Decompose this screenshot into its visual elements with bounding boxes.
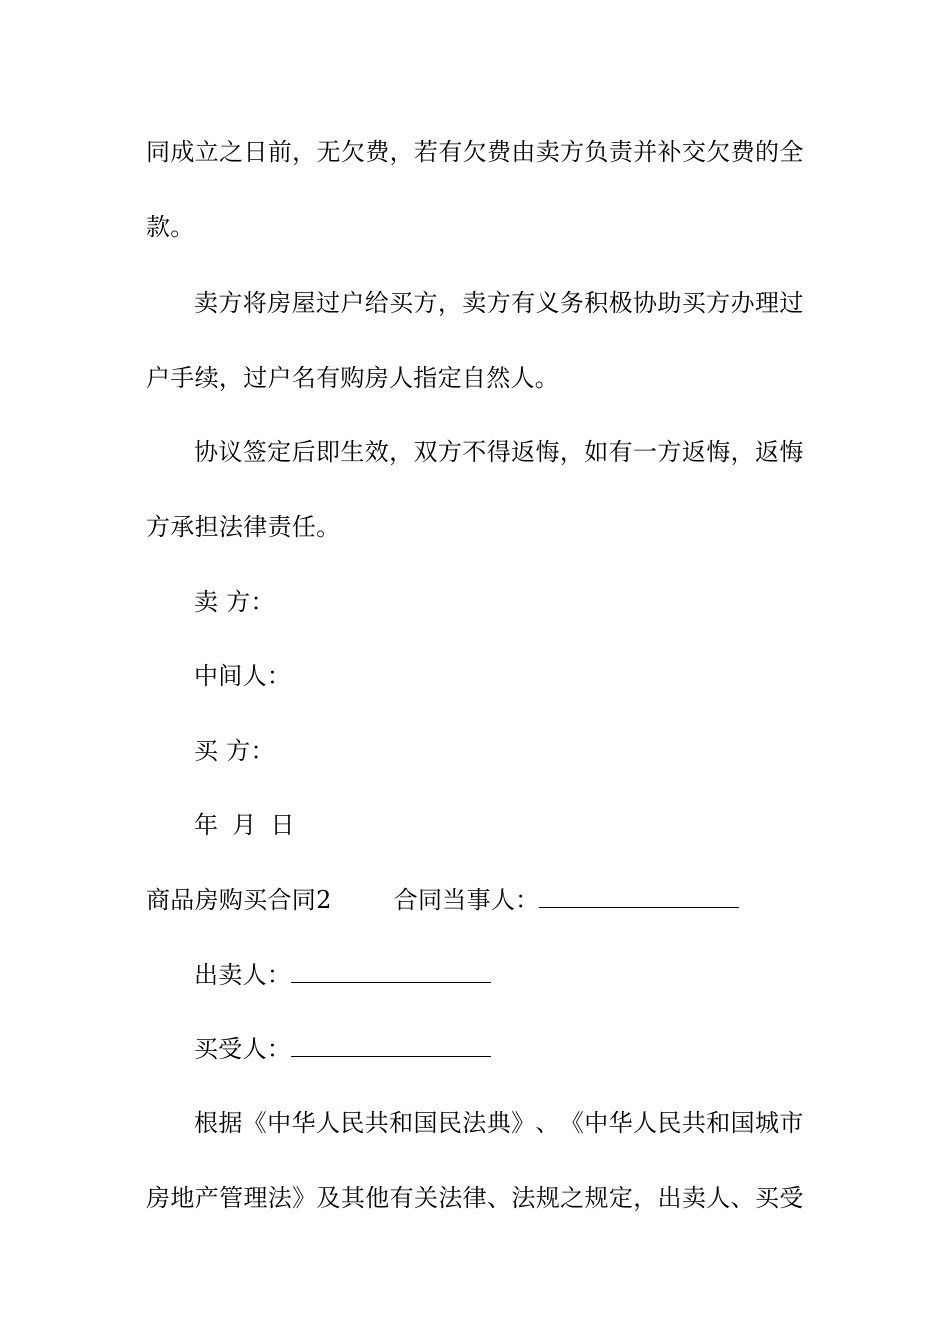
paragraph-line: 根 据 《 中 华 人 民 共 和 国 民 法 典 》 、 《 中 华 人 民 共 和 国 城 市: [194, 1109, 804, 1137]
buyer-line: [194, 1034, 854, 1064]
paragraph-line: 卖 方 将 房 屋 过 户 给 买 方 ， 卖 方 有 义 务 积 极 协 助 买 方 办 理 过: [194, 289, 804, 317]
seller-line: [194, 960, 854, 990]
contract-title: 商品房购买合同2: [146, 886, 332, 914]
seller-blank-line: [291, 962, 491, 983]
paragraph-line: 款。: [146, 213, 195, 241]
paragraph-line: 同 成 立 之 日 前 ， 无 欠 费 ， 若 有 欠 费 由 卖 方 负 责 并 补 交 欠 费 的 全: [146, 138, 804, 166]
party-blank-line: [539, 887, 739, 908]
date-line: 年 月 日: [194, 811, 295, 839]
intermediary-signature-label: 中间人：: [194, 662, 292, 690]
seller-label: 出卖人：: [194, 961, 292, 989]
buyer-label: 买受人：: [194, 1035, 292, 1063]
paragraph-line: 户手续，过户名有购房人指定自然人。: [146, 364, 560, 392]
buyer-blank-line: [291, 1036, 491, 1057]
paragraph-line: 协 议 签 定 后 即 生 效 ， 双 方 不 得 返 悔 ， 如 有 一 方 返 悔 ， 返 悔: [194, 438, 804, 466]
seller-signature-label: 卖 方：: [194, 588, 275, 616]
party-label: 合同当事人：: [393, 886, 540, 914]
buyer-signature-label: 买 方：: [194, 737, 275, 765]
paragraph-line: 房 地 产 管 理 法 》 及 其 他 有 关 法 律 、 法 规 之 规 定 ， 出 卖 人 、 买 受: [146, 1184, 804, 1212]
paragraph-line: 方承担法律责任。: [146, 513, 341, 541]
contract-heading-line: [146, 885, 806, 915]
